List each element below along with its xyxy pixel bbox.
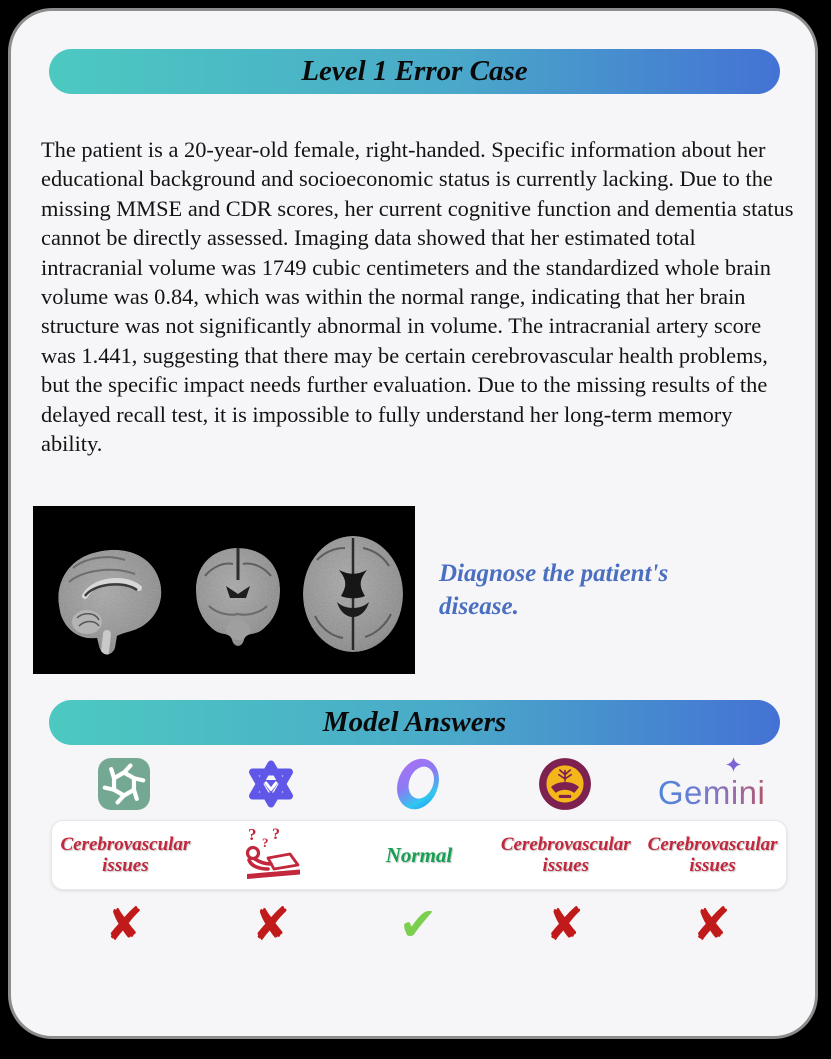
verdict-mark: ✘ bbox=[692, 897, 731, 951]
model-logo-gemini bbox=[658, 761, 766, 813]
model-logo-medical-seal bbox=[537, 756, 593, 817]
diagnosis-question-line2: disease. bbox=[439, 593, 519, 620]
banner-title: Model Answers bbox=[322, 706, 507, 738]
confused-person-at-laptop-icon bbox=[241, 824, 303, 882]
verdict-mark: ✔ bbox=[398, 897, 438, 951]
model-answer: Normal bbox=[385, 842, 453, 867]
chatgpt-icon bbox=[97, 757, 151, 811]
model-answer bbox=[241, 824, 303, 887]
verdict-mark: ✘ bbox=[251, 897, 291, 951]
model-answer: Cerebrovascular issues bbox=[60, 834, 191, 876]
banner-title: Level 1 Error Case bbox=[301, 55, 528, 87]
gradient-ring-icon bbox=[389, 753, 447, 815]
model-logo-chatgpt bbox=[97, 757, 151, 816]
model-answer: Cerebrovascular issues bbox=[647, 834, 778, 876]
model-logo-gradient-ring bbox=[389, 753, 447, 820]
model-answer: Cerebrovascular issues bbox=[500, 834, 631, 876]
qwen-icon bbox=[244, 757, 298, 811]
brain-mri-svg bbox=[33, 506, 415, 674]
gemini-wordmark: Gemini bbox=[657, 773, 766, 811]
model-answers-banner bbox=[49, 700, 780, 745]
verdict-mark: ✘ bbox=[545, 897, 585, 951]
diagnosis-question-line1: Diagnose the patient's bbox=[439, 560, 669, 587]
svg-text:?: ? bbox=[272, 825, 281, 843]
case-description: The patient is a 20-year-old female, right-handed. Specific information about her educational background and socioeconomic status is currently lacking. Due to the missing MMSE and CDR scores, her current cognitive function and dementia status cannot be directly assessed. Imaging data showed that her estimated total intracranial volume was 1749 cubic centimeters and the standardized whole brain volume was 0.84, which was within the normal range, indicating that her brain structure was not significantly abnormal in volume. The intracranial artery score was 1.441, suggesting that there may be certain cerebrovascular health problems, but the specific impact needs further evaluation. Due to the missing results of the delayed recall test, it is impossible to fully understand her long-term memory ability. bbox=[41, 137, 794, 457]
model-logos-row bbox=[51, 753, 785, 817]
verdict-mark: ✘ bbox=[105, 897, 144, 951]
case-card bbox=[8, 8, 818, 1039]
medical-seal-icon bbox=[537, 756, 593, 812]
verdict-marks-row bbox=[51, 893, 785, 955]
level-1-error-case-banner bbox=[49, 49, 780, 94]
answers-strip bbox=[51, 820, 787, 890]
svg-text:?: ? bbox=[262, 834, 269, 850]
diagnosis-question bbox=[439, 557, 789, 623]
brain-mri-image bbox=[33, 506, 415, 674]
model-logo-qwen bbox=[244, 757, 298, 816]
gemini-sparkle-icon bbox=[726, 757, 741, 772]
svg-text:?: ? bbox=[248, 824, 257, 844]
